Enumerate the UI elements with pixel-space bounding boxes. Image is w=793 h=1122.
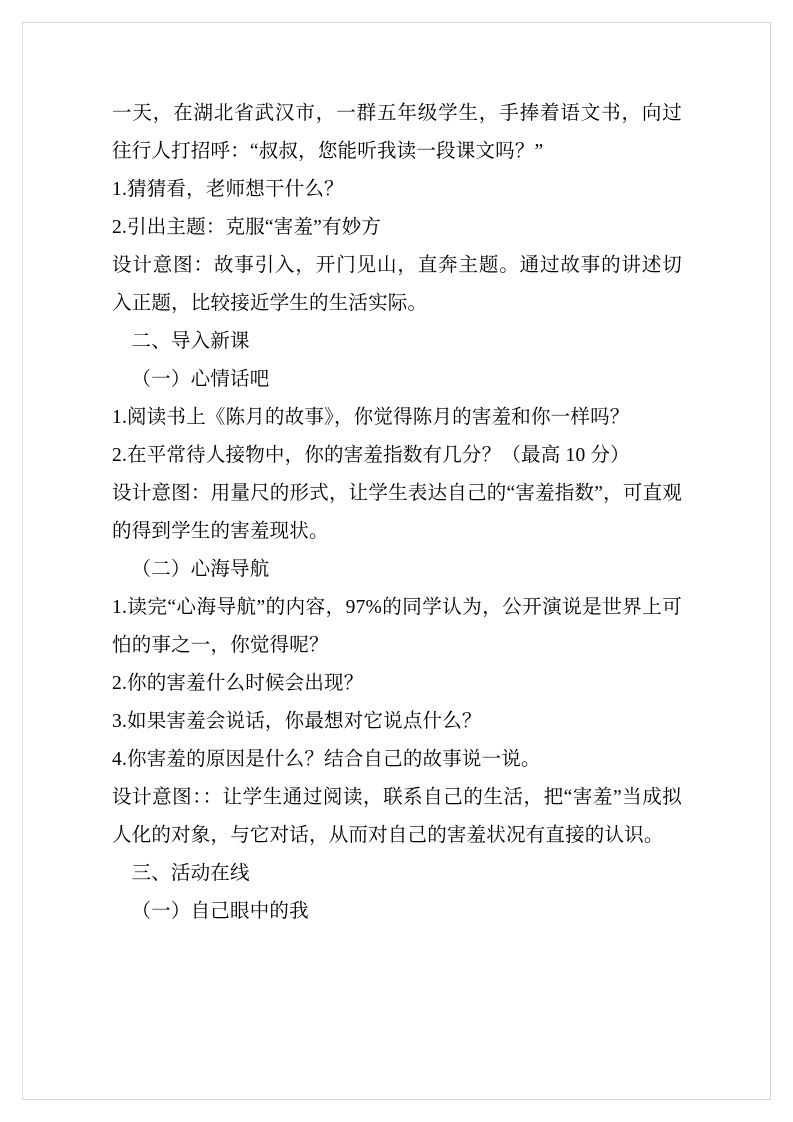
paragraph: 一天，在湖北省武汉市，一群五年级学生，手捧着语文书，向过往行人打招呼：“叔叔，您能听我读一段课文吗？” <box>112 103 682 162</box>
paragraph: 1.猜猜看，老师想干什么？ <box>112 179 344 200</box>
paragraph: 设计意图：故事引入，开门见山，直奔主题。通过故事的讲述切入正题，比较接近学生的生活实际。 <box>112 255 682 314</box>
paragraph: 设计意图：用量尺的形式，让学生表达自己的“害羞指数”，可直观的得到学生的害羞现状。 <box>112 483 682 542</box>
document-body <box>112 95 682 931</box>
paragraph: 1.阅读书上《陈月的故事》，你觉得陈月的害羞和你一样吗？ <box>112 407 630 428</box>
paragraph: 设计意图：：让学生通过阅读，联系自己的生活，把“害羞”当成拟人化的对象，与它对话，从而对自己的害羞状况有直接的认识。 <box>112 787 682 846</box>
paragraph: 3.如果害羞会说话，你最想对它说点什么？ <box>112 711 482 732</box>
paragraph: 4.你害羞的原因是什么？结合自己的故事说一说。 <box>112 749 541 770</box>
paragraph: 2.引出主题：克服“害羞”有妙方 <box>112 217 382 238</box>
paragraph: 2.在平常待人接物中，你的害羞指数有几分？（最高 10 分） <box>112 445 630 466</box>
section-heading: 三、活动在线 <box>131 863 250 884</box>
paragraph: 2.你的害羞什么时候会出现？ <box>112 673 364 694</box>
paragraph: 1.读完“心海导航”的内容，97%的同学认为，公开演说是世界上可怕的事之一，你觉得呢？ <box>112 597 682 656</box>
section-heading: 二、导入新课 <box>131 331 250 352</box>
subsection-heading: （一）心情话吧 <box>131 369 270 390</box>
subsection-heading: （一）自己眼中的我 <box>131 901 309 922</box>
subsection-heading: （二）心海导航 <box>131 559 270 580</box>
